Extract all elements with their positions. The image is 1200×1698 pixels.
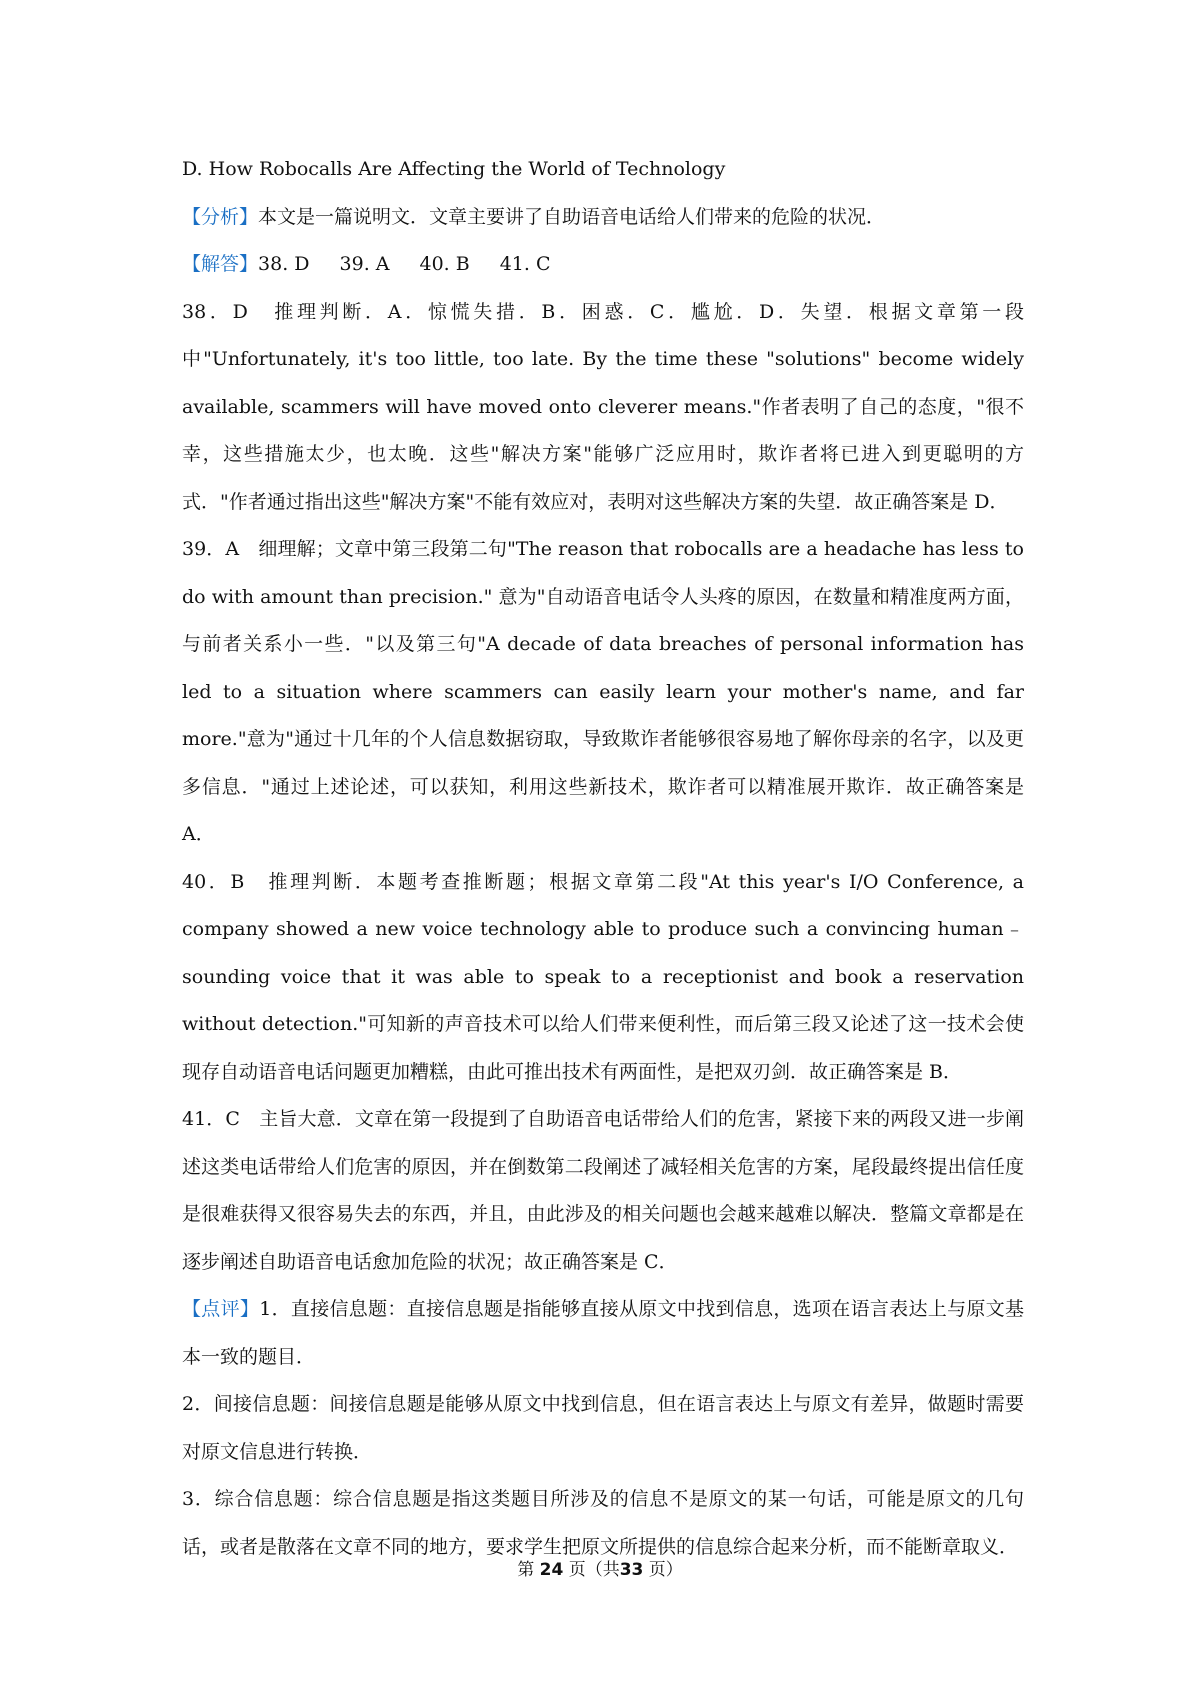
comment-label: 【点评】: [182, 1298, 260, 1320]
answer-39: 39. A: [339, 253, 390, 275]
comment-paragraph: [182, 1286, 1024, 1381]
note-indirect: 2．间接信息题：间接信息题是能够从原文中找到信息，但在语言表达上与原文有差异，做题时需要对原文信息进行转换．: [182, 1393, 1024, 1463]
answer-38: 38. D: [258, 253, 310, 275]
explanation-38: 38．D 推理判断．A．惊慌失措．B．困惑．C．尴尬．D．失望．根据文章第一段中"Unfortunately, it's too little, too late. By the time these "solutions" become widely available, scammers will have moved onto cleverer means."作者表明了自己的态度，"很不幸，这些措施太少，也太晚．这些"解决方案"能够广泛应用时，欺诈者将已进入到更聪明的方式．"作者通过指出这些"解决方案"不能有效应对，表明对这些解决方案的失望．故正确答案是 D．: [182, 300, 1024, 513]
comment-text: 1．直接信息题：直接信息题是指能够直接从原文中找到信息，选项在语言表达上与原文基本一致的题目．: [182, 1298, 1024, 1368]
answers-label: 【解答】: [182, 253, 259, 275]
footer-middle: 页（共: [568, 1560, 620, 1580]
analysis-text: 本文是一篇说明文．文章主要讲了自助语音电话给人们带来的危险的状况．: [258, 205, 886, 228]
answer-40: 40. B: [419, 253, 470, 275]
footer-total-pages: 33: [619, 1560, 644, 1580]
footer-page-number: 24: [539, 1560, 564, 1580]
analysis-paragraph: [182, 194, 1024, 242]
explanation-40: 40．B 推理判断．本题考查推断题；根据文章第二段"At this year's I/O Conference, a company showed a new voice technology able to produce such a convincing human﹣sounding voice that it was able to speak to a receptionist and book a reservation without detection."可知新的声音技术可以给人们带来便利性，而后第三段又论述了这一技术会使现存自动语音电话问题更加糟糕，由此可推出技术有两面性，是把双刃剑．故正确答案是 B．: [182, 870, 1024, 1083]
page-footer: [0, 1558, 1200, 1582]
footer-prefix: 第: [517, 1560, 535, 1580]
answers-paragraph: [182, 241, 1024, 289]
explanation-41: 41．C 主旨大意．文章在第一段提到了自助语音电话带给人们的危害，紧接下来的两段又进一步阐述这类电话带给人们危害的原因，并在倒数第二段阐述了减轻相关危害的方案，尾段最终提出信任度是很难获得又很容易失去的东西，并且，由此涉及的相关问题也会越来越难以解决．整篇文章都是在逐步阐述自助语音电话愈加危险的状况；故正确答案是 C．: [182, 1108, 1024, 1273]
explanation-39: 39．A 细理解；文章中第三段第二句"The reason that robocalls are a headache has less to do with amount than precision." 意为"自动语音电话令人头疼的原因，在数量和精准度两方面，与前者关系小一些．"以及第三句"A decade of data breaches of personal information has led to a situation where scammers can easily learn your mother's name, and far more."意为"通过十几年的个人信息数据窃取，导致欺诈者能够很容易地了解你母亲的名字，以及更多信息．"通过上述论述，可以获知，利用这些新技术，欺诈者可以精准展开欺诈．故正确答案是 A．: [182, 538, 1024, 845]
note-comprehensive: 3．综合信息题：综合信息题是指这类题目所涉及的信息不是原文的某一句话，可能是原文的几句话，或者是散落在文章不同的地方，要求学生把原文所提供的信息综合起来分析，而不能断章取义．: [182, 1488, 1024, 1558]
option-d-line: D. How Robocalls Are Affecting the World of Technology: [182, 158, 726, 180]
analysis-label: 【分析】: [182, 205, 259, 228]
footer-suffix: 页）: [648, 1560, 683, 1580]
answer-41: 41. C: [499, 253, 551, 275]
page-content: [182, 146, 1024, 1571]
